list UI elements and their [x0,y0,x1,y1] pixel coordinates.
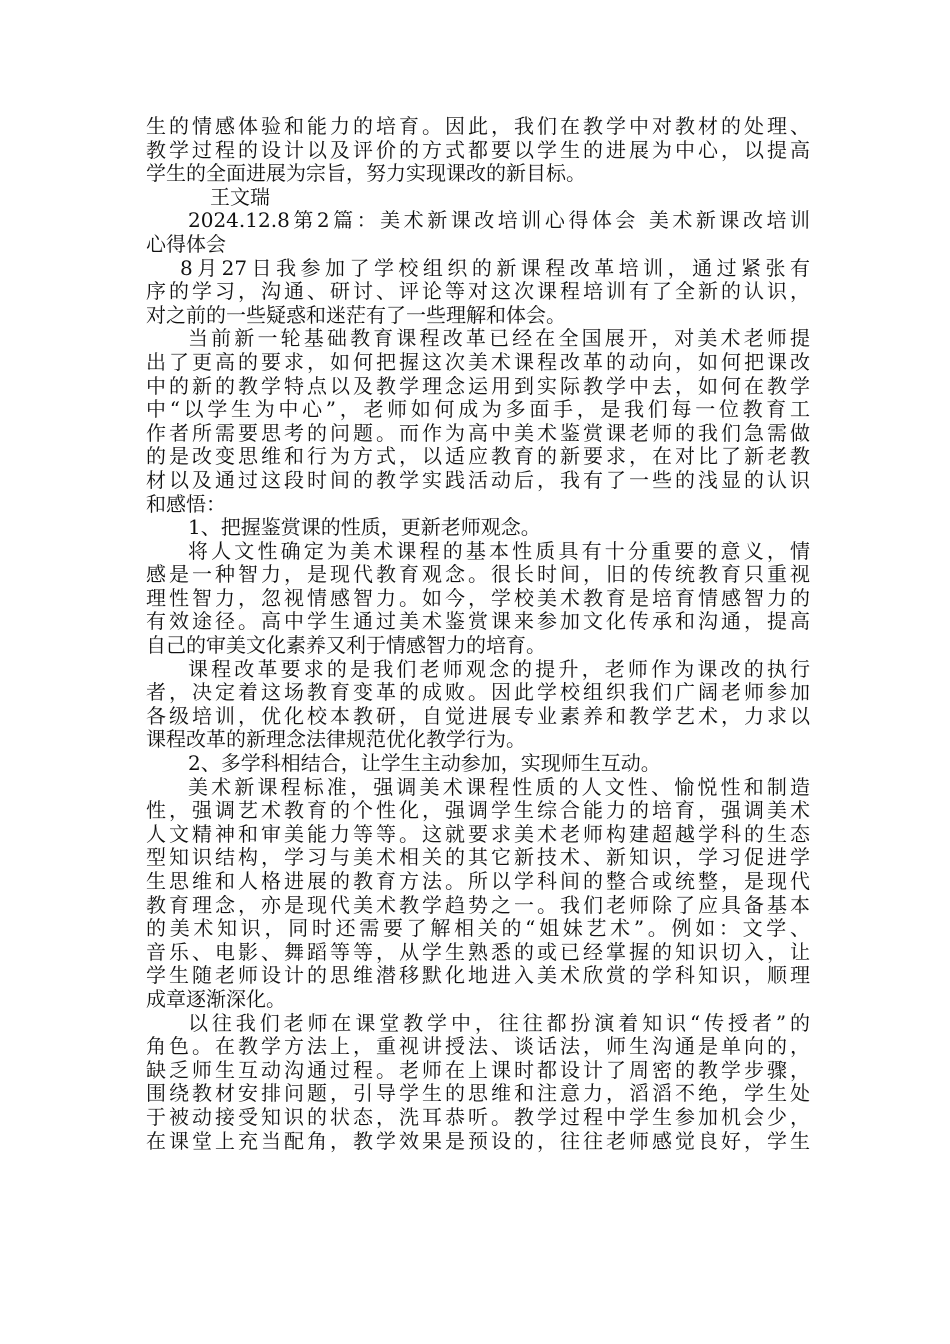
text-line: 的美术知识，同时还需要了解相关的“姐妹艺术”。例如：文学、 [146,916,810,941]
text-line: 音乐、电影、舞蹈等等，从学生熟悉的或已经掌握的知识切入，让 [146,939,810,964]
text-line: 生思维和人格进展的教育方法。所以学科间的整合或统整，是现代 [146,869,810,893]
text-line: 在课堂上充当配角，教学效果是预设的，往往老师感觉良好，学生 [146,1128,810,1153]
text-line: 学生随老师设计的思维潜移默化地进入美术欣赏的学科知识，顺理 [146,963,810,988]
text-line: 型知识结构，学习与美术相关的其它新技术、新知识，学习促进学 [146,845,810,870]
text-line: 的是改变思维和行为方式，以适应教育的新要求，在对比了新老教 [146,444,810,469]
text-line: 和感悟： [146,491,226,516]
text-line: 感是一种智力，是现代教育观念。很长时间，旧的传统教育只重视 [146,562,810,587]
text-line: 中的新的教学特点以及教学理念运用到实际教学中去，如何在教学 [146,373,810,398]
text-line: 将人文性确定为美术课程的基本性质具有十分重要的意义，情 [188,538,810,563]
text-line: 2、多学科相结合，让学生主动参加，实现师生互动。 [188,751,661,776]
text-line: 序的学习，沟通、研讨、评论等对这次课程培训有了全新的认识， [146,279,810,304]
document-page [146,115,810,1153]
text-line: 学生的全面进展为宗旨，努力实现课改的新目标。 [146,161,586,186]
author-signature: 王文瑞 [210,184,270,209]
text-line: 课程改革的新理念法律规范优化教学行为。 [146,727,526,752]
text-line: 理性智力，忽视情感智力。如今，学校美术教育是培育情感智力的 [146,585,810,610]
text-line: 者，决定着这场教育变革的成败。因此学校组织我们广阔老师参加 [146,680,810,705]
text-line: 出了更高的要求，如何把握这次美术课程改革的动向，如何把课改 [146,349,810,374]
text-line: 角色。在教学方法上，重视讲授法、谈话法，师生沟通是单向的， [146,1034,810,1059]
text-line: 心得体会 [146,231,226,256]
text-line: 1、把握鉴赏课的性质，更新老师观念。 [188,515,541,540]
text-line: 于被动接受知识的状态，洗耳恭听。教学过程中学生参加机会少， [146,1104,810,1129]
text-line: 人文精神和审美能力等等。这就要求美术老师构建超越学科的生态 [146,821,810,846]
text-line: 中“以学生为中心”，老师如何成为多面手，是我们每一位教育工 [146,397,810,422]
text-line: 生的情感体验和能力的培育。因此，我们在教学中对教材的处理、 [146,114,810,138]
text-line: 作者所需要思考的问题。而作为高中美术鉴赏课老师的我们急需做 [146,420,810,445]
text-line: 自己的审美文化素养又利于情感智力的培育。 [146,633,546,658]
text-line: 有效途径。高中学生通过美术鉴赏课来参加文化传承和沟通，提高 [146,609,810,634]
text-line: 美术新课程标准，强调美术课程性质的人文性、愉悦性和制造 [188,774,810,799]
text-line: 围绕教材安排问题，引导学生的思维和注意力，滔滔不绝，学生处 [146,1081,810,1106]
text-line: 当前新一轮基础教育课程改革已经在全国展开，对美术老师提 [188,326,810,351]
text-line: 教育理念，亦是现代美术教学趋势之一。我们老师除了应具备基本 [146,892,810,917]
text-line: 课程改革要求的是我们老师观念的提升，老师作为课改的执行 [188,656,810,681]
text-line: 性，强调艺术教育的个性化，强调学生综合能力的培育，强调美术 [146,798,810,823]
text-line: 以往我们老师在课堂教学中，往往都扮演着知识“传授者”的 [188,1010,810,1035]
text-line: 成章逐渐深化。 [146,986,286,1011]
text-line: 8月27日我参加了学校组织的新课程改革培训，通过紧张有 [180,255,810,280]
text-line: 各级培训，优化校本教研，自觉进展专业素养和教学艺术，力求以 [146,703,810,728]
text-line: 2024.12.8第2篇：美术新课改培训心得体会 美术新课改培训 [188,208,810,233]
text-line: 对之前的一些疑惑和迷茫有了一些理解和体会。 [146,302,566,327]
text-line: 教学过程的设计以及评价的方式都要以学生的进展为中心，以提高 [146,137,810,162]
text-line: 缺乏师生互动沟通过程。老师在上课时都设计了周密的教学步骤， [146,1057,810,1082]
text-line: 材以及通过这段时间的教学实践活动后，我有了一些的浅显的认识 [146,467,810,492]
